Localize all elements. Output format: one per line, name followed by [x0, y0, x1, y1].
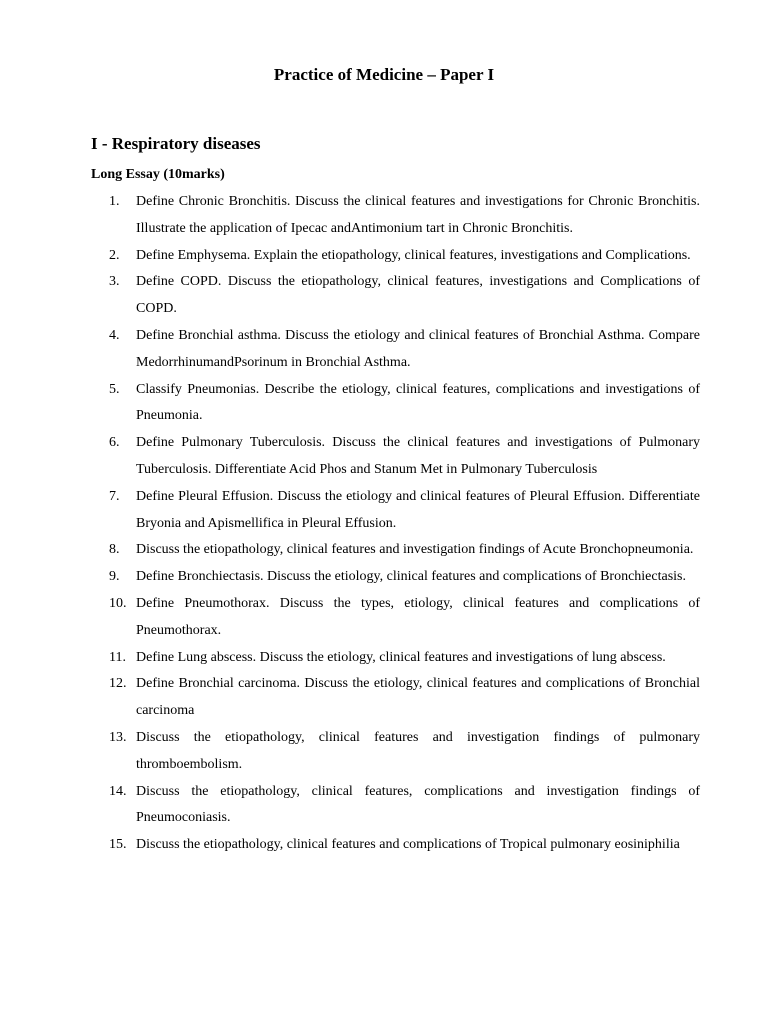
question-text: Discuss the etiopathology, clinical features, complications and investigation findings of Pneumoconiasis.	[136, 783, 700, 826]
question-item	[0, 189, 700, 243]
question-item	[0, 591, 700, 645]
question-number: 8.	[109, 542, 120, 558]
question-number: 11.	[109, 649, 126, 665]
question-number: 4.	[109, 327, 120, 343]
question-number: 3.	[109, 274, 120, 290]
question-text: Discuss the etiopathology, clinical features and investigation findings of Acute Bronchopneumonia.	[136, 542, 694, 558]
question-number: 12.	[109, 676, 127, 692]
question-text: Discuss the etiopathology, clinical features and complications of Tropical pulmonary eosiniphilia	[136, 837, 680, 853]
subsection-heading: Long Essay (10marks)	[91, 167, 225, 182]
question-text: Define Pleural Effusion. Discuss the etiology and clinical features of Pleural Effusion. Differentiate Bryonia and Apismellifica in Pleural Effusion.	[136, 488, 700, 531]
question-item	[0, 243, 700, 270]
question-item	[0, 832, 700, 859]
question-number: 5.	[109, 381, 120, 397]
question-text: Define Lung abscess. Discuss the etiology, clinical features and investigations of lung abscess.	[136, 649, 666, 665]
question-number: 7.	[109, 488, 120, 504]
question-text: Define Bronchial carcinoma. Discuss the etiology, clinical features and complications of Bronchial carcinoma	[136, 676, 700, 719]
question-number: 9.	[109, 569, 120, 585]
question-number: 1.	[109, 194, 120, 209]
question-text: Discuss the etiopathology, clinical features and investigation findings of pulmonary thromboembolism.	[136, 729, 700, 772]
question-number: 13.	[109, 729, 127, 745]
question-number: 14.	[109, 783, 127, 799]
question-item	[0, 269, 700, 323]
question-item	[0, 377, 700, 431]
question-text: Define Bronchial asthma. Discuss the etiology and clinical features of Bronchial Asthma. Compare MedorrhinumandPsorinum in Bronchial Asthma.	[136, 327, 700, 370]
question-item	[0, 430, 700, 484]
question-list	[0, 189, 768, 859]
question-item	[0, 484, 700, 538]
question-text: Define Bronchiectasis. Discuss the etiology, clinical features and complications of Bronchiectasis.	[136, 569, 686, 585]
question-text: Define Emphysema. Explain the etiopathology, clinical features, investigations and Complications.	[136, 247, 691, 263]
question-item	[0, 725, 700, 779]
question-number: 6.	[109, 435, 120, 451]
question-item	[0, 537, 700, 564]
question-number: 15.	[109, 837, 127, 853]
question-text: Define Chronic Bronchitis. Discuss the clinical features and investigations for Chronic Bronchitis. Illustrate the application of Ipecac andAntimonium tart in Chronic Bronchitis.	[136, 194, 700, 236]
question-text: Define Pulmonary Tuberculosis. Discuss the clinical features and investigations of Pulmonary Tuberculosis. Differentiate Acid Phos and Stanum Met in Pulmonary Tuberculosis	[136, 435, 700, 477]
question-text: Classify Pneumonias. Describe the etiology, clinical features, complications and investigations of Pneumonia.	[136, 381, 700, 424]
question-number: 2.	[109, 247, 120, 263]
question-text: Define Pneumothorax. Discuss the types, etiology, clinical features and complications of Pneumothorax.	[136, 595, 700, 638]
question-item	[0, 564, 700, 591]
question-item	[0, 323, 700, 377]
question-item	[0, 645, 700, 672]
question-item	[0, 779, 700, 833]
question-item	[0, 671, 700, 725]
question-number: 10.	[109, 595, 127, 611]
question-text: Define COPD. Discuss the etiopathology, clinical features, investigations and Complications of COPD.	[136, 274, 700, 317]
document-title: Practice of Medicine – Paper I	[273, 65, 495, 84]
section-heading: I - Respiratory diseases	[91, 134, 261, 153]
